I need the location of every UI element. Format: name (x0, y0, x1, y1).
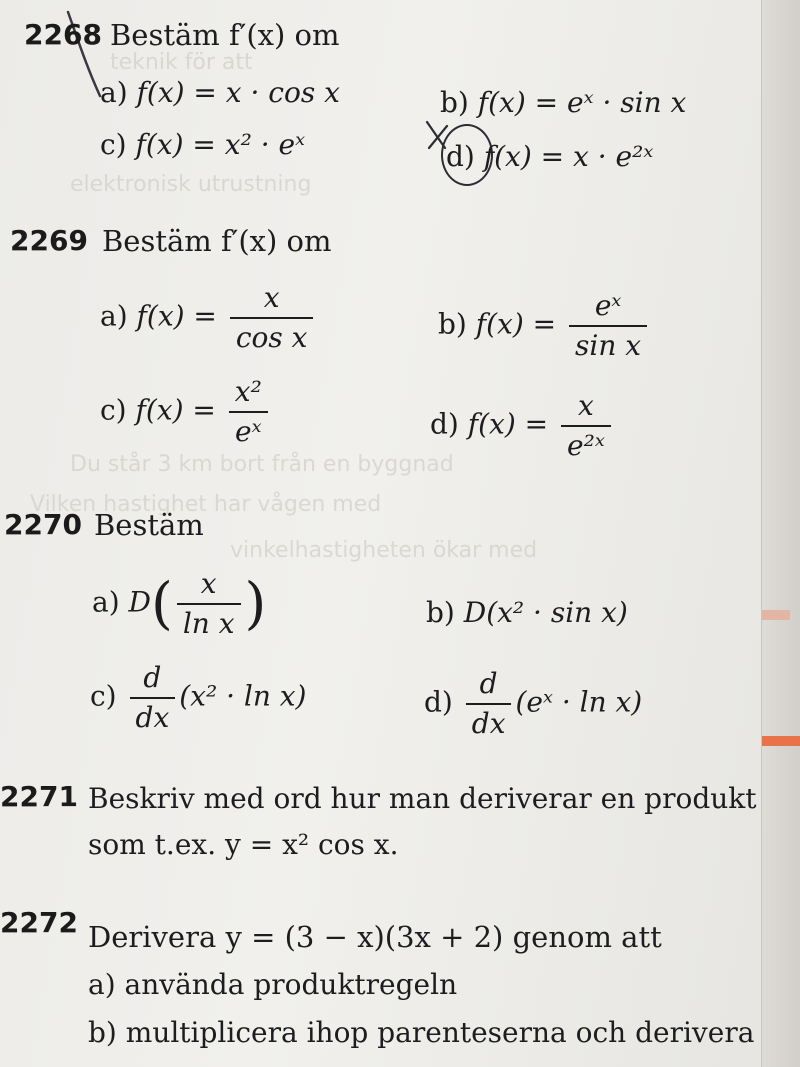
expression: f(x) = x² · eˣ (135, 128, 306, 161)
denominator: cos x (235, 321, 308, 355)
problem-number: 2269 (10, 224, 88, 257)
show-through-text: teknik för att (110, 50, 253, 75)
fraction (230, 282, 314, 354)
expression: använda produktregeln (124, 968, 458, 1001)
subproblem (90, 662, 306, 734)
denominator: e²ˣ (567, 429, 605, 463)
subproblem (426, 596, 628, 629)
subproblem (100, 282, 317, 354)
denominator: dx (135, 701, 170, 735)
problem-number: 2270 (4, 508, 82, 541)
expression: (x² · ln x) (179, 679, 307, 713)
operator: D (128, 585, 151, 619)
expression-lhs: f(x) = (136, 299, 217, 333)
subproblem-label: c) (100, 128, 127, 161)
subproblem (88, 968, 457, 1001)
subproblem-label: c) (100, 393, 127, 427)
show-through-text: Vilken hastighet har vågen med (30, 492, 382, 517)
subproblem-label: a) (88, 968, 116, 1001)
problem-number: 2271 (0, 780, 78, 813)
fraction (561, 390, 611, 462)
problem-text-line: Beskriv med ord hur man deriverar en produkt (88, 782, 757, 815)
subproblem (446, 140, 653, 173)
expression-lhs: f(x) = (135, 393, 216, 427)
problem-heading: Bestäm f′(x) om (110, 18, 340, 52)
denominator: eˣ (235, 415, 262, 449)
subproblem (430, 390, 615, 462)
expression: multiplicera ihop parenteserna och derivera (125, 1016, 755, 1049)
subproblem (438, 290, 651, 362)
subproblem-label: c) (90, 679, 117, 713)
subproblem-label: b) (440, 86, 469, 119)
subproblem (88, 1016, 754, 1049)
show-through-text: elektronisk utrustning (70, 172, 312, 197)
expression: f(x) = x · e²ˣ (483, 140, 654, 173)
problem-heading: Bestäm f′(x) om (102, 224, 332, 258)
expression-lhs: f(x) = (467, 407, 549, 441)
subproblem-label: d) (424, 685, 453, 719)
numerator: x² (229, 376, 268, 413)
numerator: d (130, 662, 176, 699)
numerator: x (177, 568, 241, 605)
subproblem-label: a) (92, 585, 120, 619)
problem-heading: Bestäm (94, 508, 204, 542)
denominator: sin x (575, 329, 642, 363)
expression: f(x) = eˣ · sin x (477, 86, 687, 119)
subproblem-label: d) (430, 407, 459, 441)
numerator: d (466, 668, 512, 705)
denominator: dx (471, 707, 506, 741)
subproblem-label: b) (438, 307, 467, 341)
numerator: x (561, 390, 611, 427)
fraction (177, 568, 241, 640)
show-through-text: vinkelhastigheten ökar med (230, 538, 538, 563)
fraction (569, 290, 647, 362)
page-edge (761, 0, 800, 1067)
expression-lhs: f(x) = (475, 307, 557, 341)
fraction (130, 662, 176, 734)
subproblem (100, 76, 340, 109)
problem-number: 2268 (24, 18, 102, 51)
subproblem-label: b) (88, 1016, 117, 1049)
subproblem: a) D( $\frac{x}{\text{ln x}}$ ) (92, 567, 267, 641)
subproblem (100, 128, 305, 161)
fraction (466, 668, 512, 740)
subproblem-label: a) (100, 299, 128, 333)
subproblem (440, 86, 686, 119)
denominator: ln x (182, 607, 235, 641)
numerator: eˣ (569, 290, 647, 327)
numerator: x (230, 282, 314, 319)
expression: D(x² · sin x) (463, 596, 628, 629)
subproblem-label: a) (100, 76, 128, 109)
expression: f(x) = x · cos x (136, 76, 340, 109)
subproblem (100, 376, 272, 448)
subproblem-label: b) (426, 596, 455, 629)
subproblem-label: d) (446, 140, 475, 173)
edge-marker (762, 610, 790, 620)
show-through-text: Du står 3 km bort från en byggnad (70, 452, 454, 477)
problem-text-line: som t.ex. y = x² cos x. (88, 828, 399, 861)
subproblem (424, 668, 642, 740)
problem-heading: Derivera y = (3 − x)(3x + 2) genom att (88, 920, 662, 954)
fraction (229, 376, 268, 448)
problem-number: 2272 (0, 906, 78, 939)
expression: (eˣ · ln x) (515, 685, 643, 719)
edge-tab (762, 736, 800, 746)
